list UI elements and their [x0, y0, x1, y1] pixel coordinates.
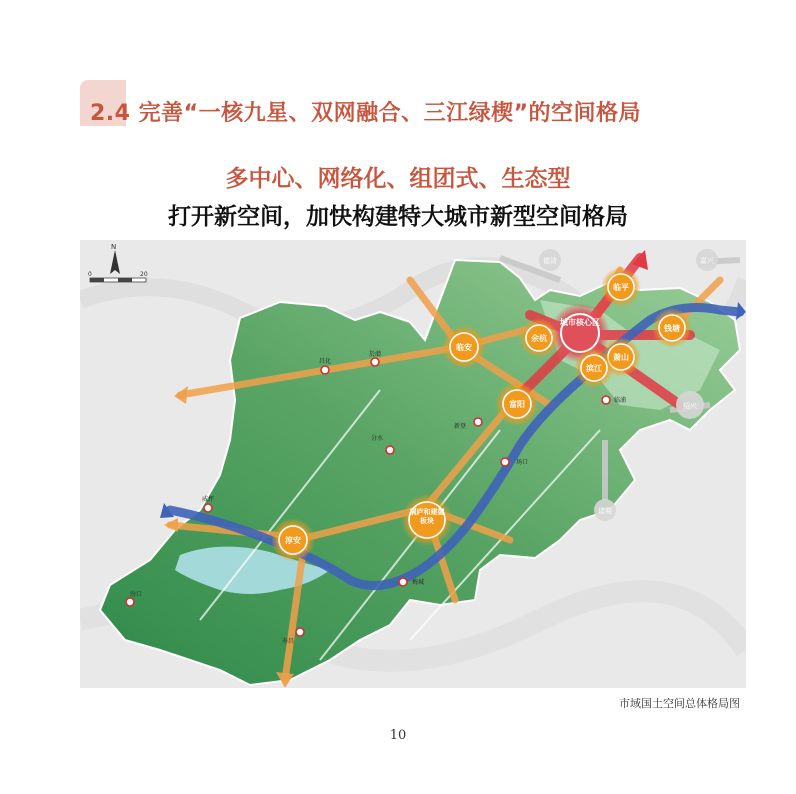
svg-text:滨江: 滨江 — [586, 364, 602, 373]
star-yuhang — [519, 318, 559, 358]
svg-text:梅城: 梅城 — [411, 579, 425, 586]
svg-text:嘉兴: 嘉兴 — [700, 257, 714, 265]
svg-text:昌化: 昌化 — [318, 358, 332, 365]
svg-text:临平: 临平 — [613, 283, 629, 292]
svg-text:余杭: 余杭 — [531, 334, 547, 343]
svg-text:临安: 临安 — [456, 343, 472, 352]
svg-text:N: N — [111, 243, 117, 251]
subtitle-goal: 打开新空间，加快构建特大城市新型空间格局 — [168, 204, 628, 230]
star-linping — [601, 267, 641, 307]
svg-text:0: 0 — [88, 271, 92, 278]
city-core-node: 城市核心区 — [550, 303, 610, 363]
svg-text:威坪: 威坪 — [201, 496, 215, 503]
svg-text:淳安: 淳安 — [285, 536, 301, 545]
svg-text:富阳: 富阳 — [509, 400, 525, 409]
svg-text:汾口: 汾口 — [129, 591, 143, 598]
svg-text:分水: 分水 — [370, 435, 384, 442]
svg-text:临浦: 临浦 — [613, 397, 627, 404]
star-qiantang — [652, 308, 692, 348]
star-chunan — [271, 518, 315, 562]
svg-text:20: 20 — [140, 271, 148, 278]
page-number: 10 — [389, 728, 407, 743]
star-tonglu-jiande: 桐庐和建德板块 — [401, 494, 453, 546]
map-caption: 市域国土空间总体格局图 — [619, 697, 740, 710]
star-linan — [442, 325, 486, 369]
svg-text:诸暨: 诸暨 — [598, 507, 612, 515]
svg-text:萧山: 萧山 — [613, 353, 629, 362]
svg-text:新登: 新登 — [453, 423, 467, 430]
star-binjiang — [574, 348, 614, 388]
star-fuyang — [495, 382, 539, 426]
subtitle-principles: 多中心、网络化、组团式、生态型 — [225, 166, 571, 192]
svg-text:场口: 场口 — [515, 459, 529, 466]
section-title: 2.4 完善“一核九星、双网融合、三江绿楔”的空间格局 — [90, 101, 642, 126]
spatial-pattern-map — [80, 240, 746, 688]
svg-text:於潜: 於潜 — [368, 351, 382, 358]
svg-text:钱塘: 钱塘 — [664, 324, 680, 333]
svg-text:绍兴: 绍兴 — [683, 402, 697, 410]
svg-text:德清: 德清 — [543, 257, 557, 265]
svg-text:寿昌: 寿昌 — [281, 638, 295, 645]
